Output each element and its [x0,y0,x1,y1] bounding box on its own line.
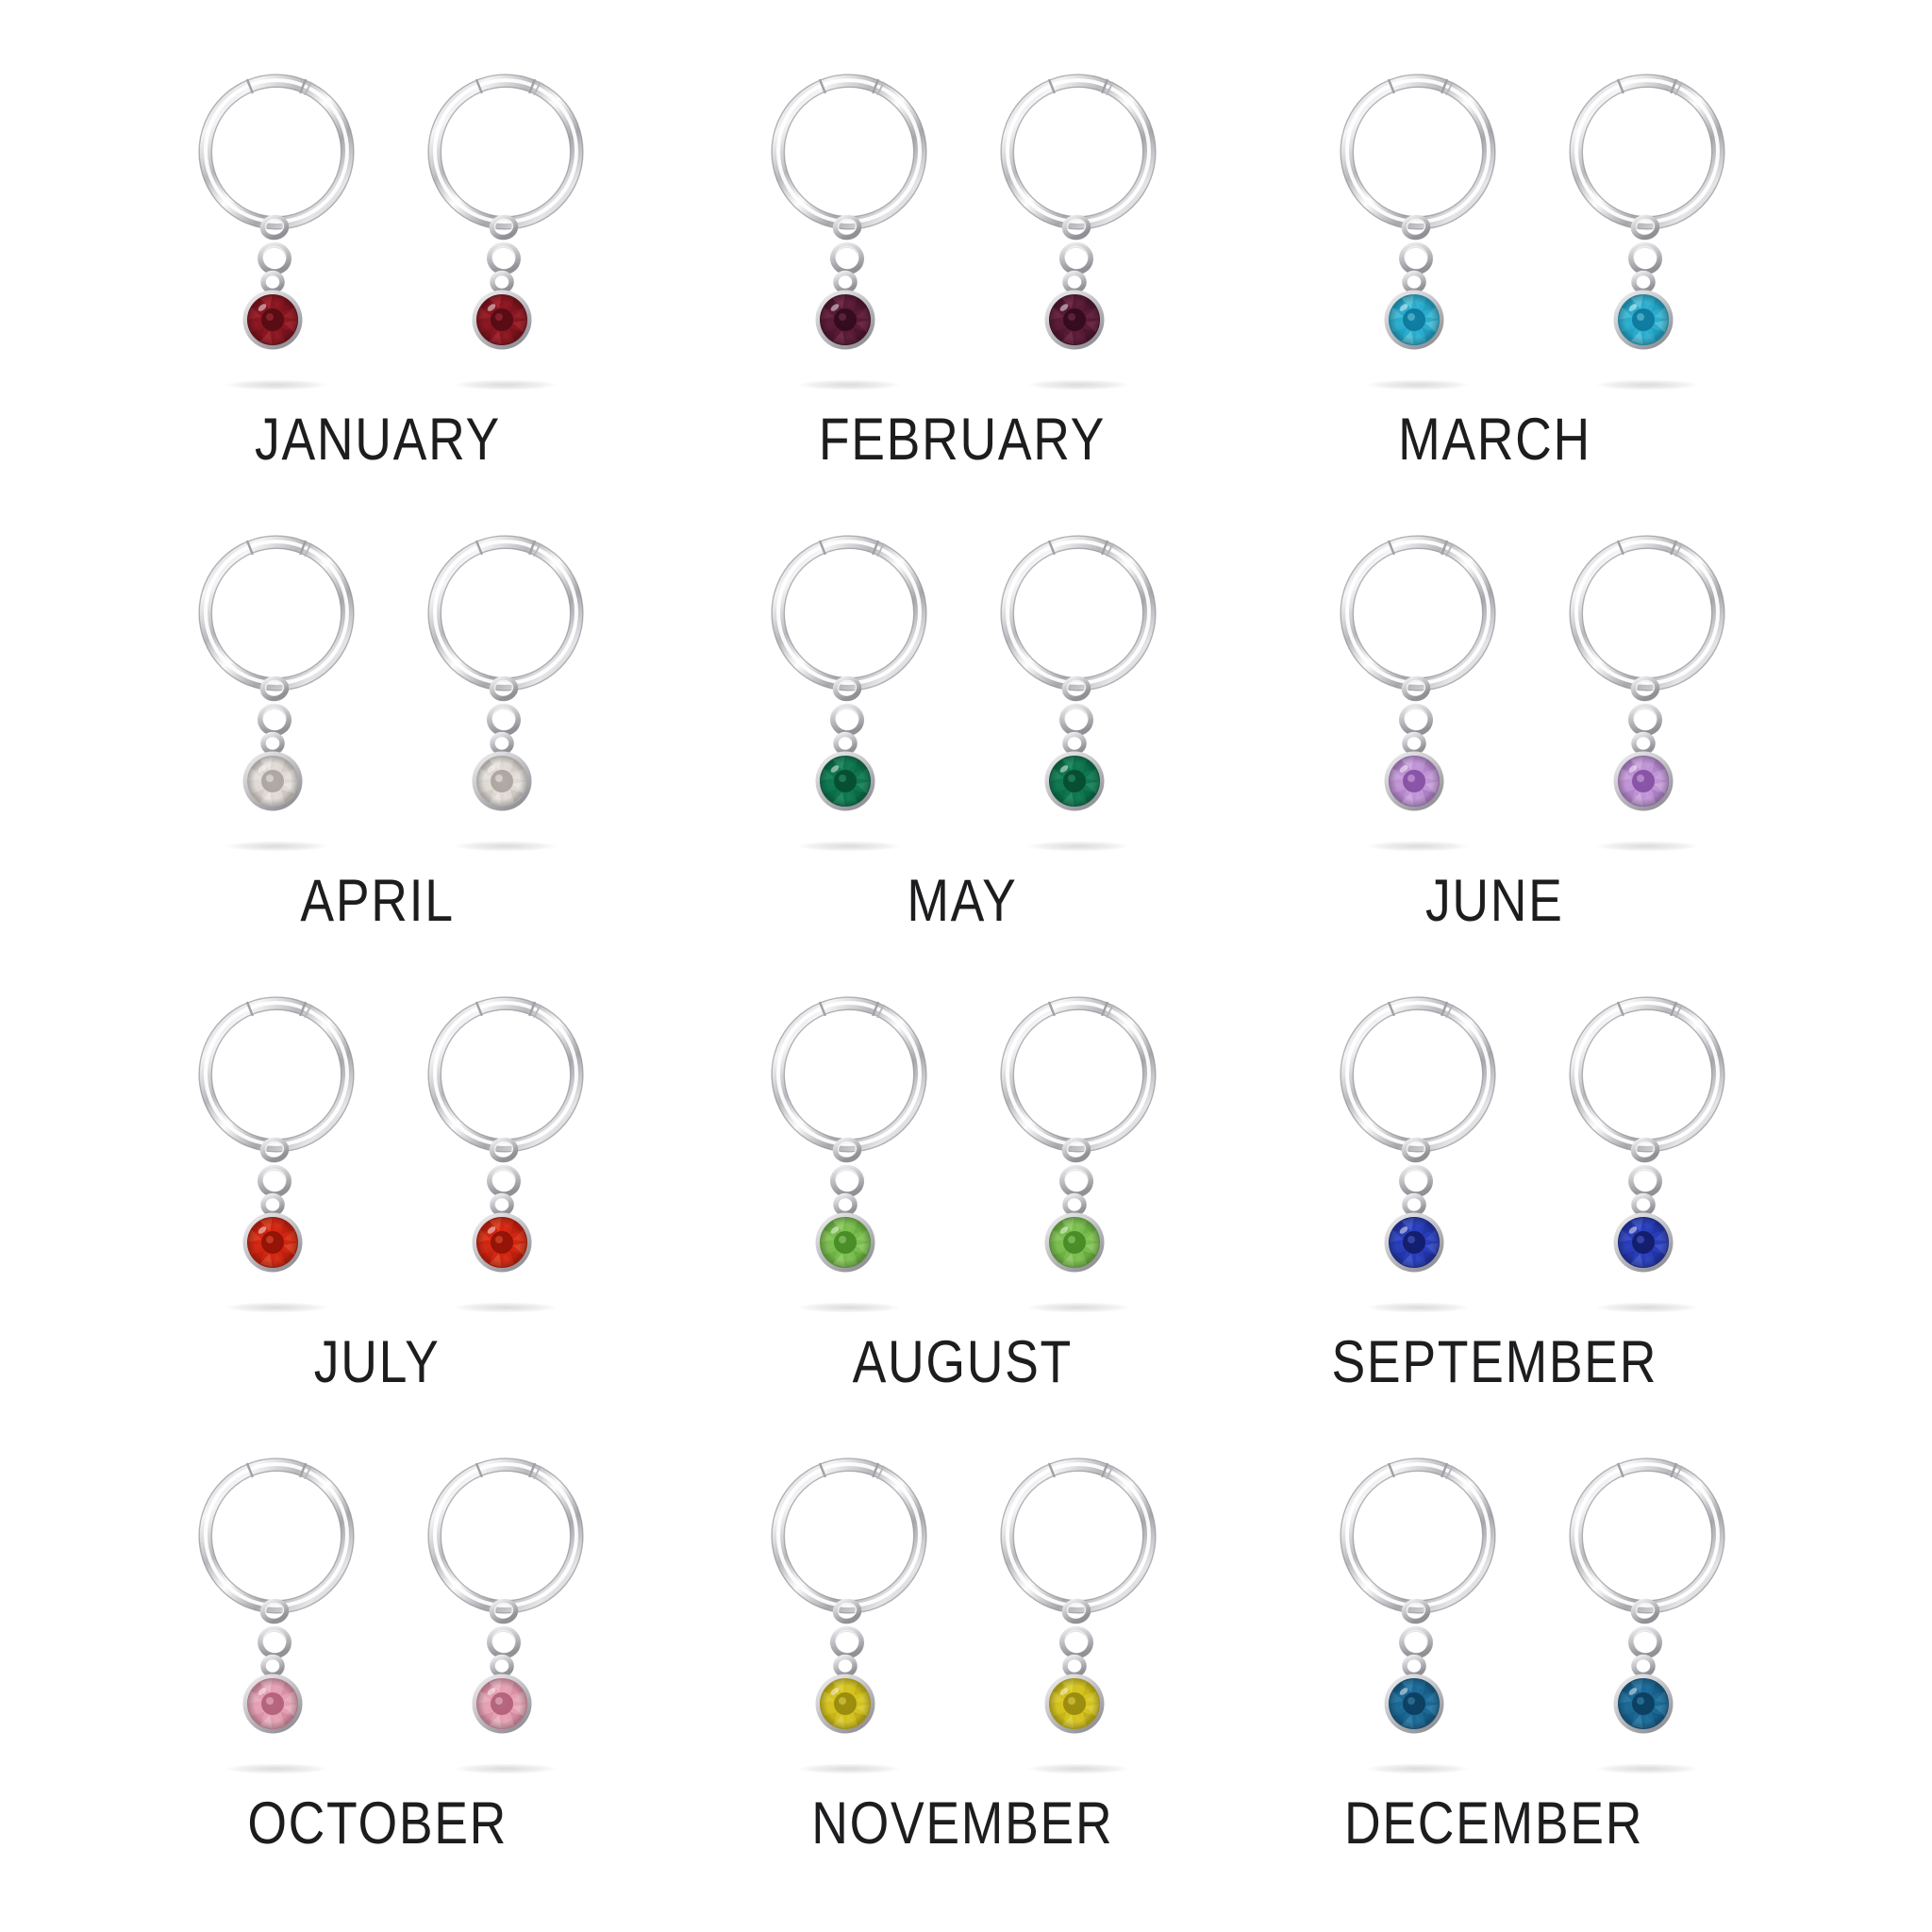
earring-pair-image [1328,1457,1737,1782]
hoop-ring [199,997,354,1152]
jump-ring-small [1405,1196,1424,1214]
hoop-earring [428,997,583,1312]
jump-ring-small [836,274,855,291]
jump-ring-small [836,735,855,753]
birthstone-charm [472,752,531,811]
hoop-ring [1001,75,1156,229]
hoop-ring [1570,1458,1724,1613]
hoop-earring [428,1458,583,1774]
earring-shadow [1366,1764,1470,1774]
birthstone-charm [1044,1674,1104,1734]
hoop-earring [1570,536,1724,851]
month-caption [88,1329,667,1395]
earring-pair-image [187,1457,595,1782]
jump-ring-small [492,274,511,291]
earring-shadow [797,841,901,852]
month-caption [673,1790,1252,1857]
jump-ring-small [1634,274,1653,291]
jump-ring-small [263,274,282,291]
hoop-earring [1001,75,1156,390]
birthstone-charm [1384,1213,1443,1273]
hoop-earring [1570,1458,1724,1774]
month-label: APRIL [300,868,455,934]
month-label: NOVEMBER [810,1790,1114,1857]
month-cell [97,1436,676,1897]
earring-shadow [1026,1764,1130,1774]
jump-ring-small [1634,1196,1653,1214]
earring-pair-image [187,73,595,398]
earring-pair-image [187,995,595,1321]
jump-ring-small [1065,274,1084,291]
earring-shadow [1026,1303,1130,1313]
month-label: FEBRUARY [818,407,1107,473]
jump-ring-small [1634,735,1653,753]
hoop-earring [1001,1458,1156,1774]
month-cell [676,974,1256,1436]
hoop-ring [428,75,583,229]
hoop-earring [772,75,926,390]
birthstone-charm [815,291,874,350]
month-label: MAY [907,868,1018,934]
jump-ring-small [492,1196,511,1214]
hoop-ring [1001,536,1156,691]
birthstone-charm [1044,1213,1104,1273]
birthstone-charm [242,1674,302,1734]
earring-pair [759,995,1168,1321]
earring-pair [187,73,595,398]
hoop-ring [1001,1458,1156,1613]
month-cell [1256,513,1835,974]
birthstone-charm [472,291,531,350]
earring-pair [187,1457,595,1782]
hoop-earring [1341,536,1495,851]
earring-shadow [454,1764,558,1774]
birthstone-charm [1613,291,1673,350]
month-cell [1256,52,1835,513]
earring-shadow [1366,1303,1470,1313]
birthstone-charm [815,1213,874,1273]
earring-pair [187,534,595,859]
hoop-ring [199,1458,354,1613]
hoop-earring [1001,536,1156,851]
month-caption [1205,407,1784,473]
birthstone-charm [1384,1674,1443,1734]
month-cell [97,52,676,513]
earring-shadow [1595,1303,1699,1313]
birthstone-charm [1384,752,1443,811]
earring-pair [1328,73,1737,398]
hoop-ring [772,536,926,691]
birthstone-charm [815,1674,874,1734]
earring-pair [187,995,595,1321]
month-label: JUNE [1424,868,1564,934]
earring-shadow [454,380,558,391]
month-cell [97,513,676,974]
hoop-ring [1570,536,1724,691]
earring-pair-image [1328,73,1737,398]
earring-shadow [454,1303,558,1313]
jump-ring-small [836,1657,855,1675]
month-label: MARCH [1397,407,1591,473]
month-caption [88,407,667,473]
birthstone-charm [1044,752,1104,811]
month-caption [673,1329,1252,1395]
hoop-ring [1341,75,1495,229]
hoop-earring [428,536,583,851]
month-caption [1205,868,1784,934]
jump-ring-small [263,1657,282,1675]
jump-ring-small [1405,274,1424,291]
month-caption [1205,1329,1784,1395]
hoop-ring [1341,536,1495,691]
birthstone-charm [472,1213,531,1273]
jump-ring-small [1065,1196,1084,1214]
birthstone-charm [242,752,302,811]
earring-shadow [225,1303,328,1313]
hoop-earring [1341,997,1495,1312]
month-label: JULY [314,1329,441,1395]
month-caption [88,868,667,934]
hoop-earring [1570,997,1724,1312]
earring-shadow [1595,1764,1699,1774]
hoop-earring [772,536,926,851]
earring-shadow [1366,380,1470,391]
jump-ring-small [836,1196,855,1214]
jump-ring-small [1405,1657,1424,1675]
birthstone-charm [242,291,302,350]
hoop-ring [199,75,354,229]
birthstone-charm [1613,1674,1673,1734]
hoop-earring [772,1458,926,1774]
month-caption [88,1790,667,1857]
earring-pair-image [187,534,595,859]
earring-pair-image [759,1457,1168,1782]
hoop-ring [1570,997,1724,1152]
birthstone-charm [472,1674,531,1734]
birthstone-charm [1613,1213,1673,1273]
month-label: SEPTEMBER [1331,1329,1657,1395]
birthstone-earrings-grid [97,52,1835,1897]
hoop-ring [1570,75,1724,229]
month-label: OCTOBER [247,1790,508,1857]
earring-shadow [797,1303,901,1313]
month-cell [676,513,1256,974]
jump-ring-small [1634,1657,1653,1675]
earring-pair [1328,534,1737,859]
hoop-ring [1341,997,1495,1152]
birthstone-charm [815,752,874,811]
month-label: AUGUST [852,1329,1073,1395]
month-cell [676,52,1256,513]
hoop-ring [1341,1458,1495,1613]
earring-pair [1328,995,1737,1321]
hoop-earring [1570,75,1724,390]
earring-shadow [225,380,328,391]
hoop-ring [772,75,926,229]
hoop-earring [1341,1458,1495,1774]
month-label: DECEMBER [1344,1790,1644,1857]
hoop-ring [199,536,354,691]
earring-pair-image [759,534,1168,859]
earring-shadow [797,380,901,391]
earring-shadow [797,1764,901,1774]
birthstone-charm [1384,291,1443,350]
earring-pair [759,73,1168,398]
hoop-earring [772,997,926,1312]
earring-pair [759,534,1168,859]
hoop-earring [199,536,354,851]
earring-shadow [1595,380,1699,391]
jump-ring-small [492,735,511,753]
hoop-earring [1001,997,1156,1312]
month-label: JANUARY [254,407,501,473]
birthstone-charm [1613,752,1673,811]
earring-shadow [454,841,558,852]
hoop-earring [199,1458,354,1774]
hoop-earring [199,997,354,1312]
hoop-earring [1341,75,1495,390]
hoop-ring [772,997,926,1152]
month-caption [1205,1790,1784,1857]
hoop-ring [428,1458,583,1613]
month-caption [673,407,1252,473]
month-cell [1256,974,1835,1436]
earring-shadow [1595,841,1699,852]
earring-pair-image [759,73,1168,398]
earring-shadow [1026,841,1130,852]
earring-pair-image [759,995,1168,1321]
jump-ring-small [1405,735,1424,753]
hoop-ring [428,997,583,1152]
hoop-ring [772,1458,926,1613]
hoop-earring [428,75,583,390]
earring-shadow [225,1764,328,1774]
earring-pair [759,1457,1168,1782]
month-caption [673,868,1252,934]
earring-pair-image [1328,534,1737,859]
hoop-ring [428,536,583,691]
jump-ring-small [263,1196,282,1214]
month-cell [1256,1436,1835,1897]
earring-shadow [1366,841,1470,852]
birthstone-charm [1044,291,1104,350]
jump-ring-small [492,1657,511,1675]
hoop-ring [1001,997,1156,1152]
earring-pair-image [1328,995,1737,1321]
earring-pair [1328,1457,1737,1782]
earring-shadow [225,841,328,852]
jump-ring-small [1065,735,1084,753]
jump-ring-small [1065,1657,1084,1675]
jump-ring-small [263,735,282,753]
hoop-earring [199,75,354,390]
birthstone-charm [242,1213,302,1273]
earring-shadow [1026,380,1130,391]
month-cell [97,974,676,1436]
month-cell [676,1436,1256,1897]
